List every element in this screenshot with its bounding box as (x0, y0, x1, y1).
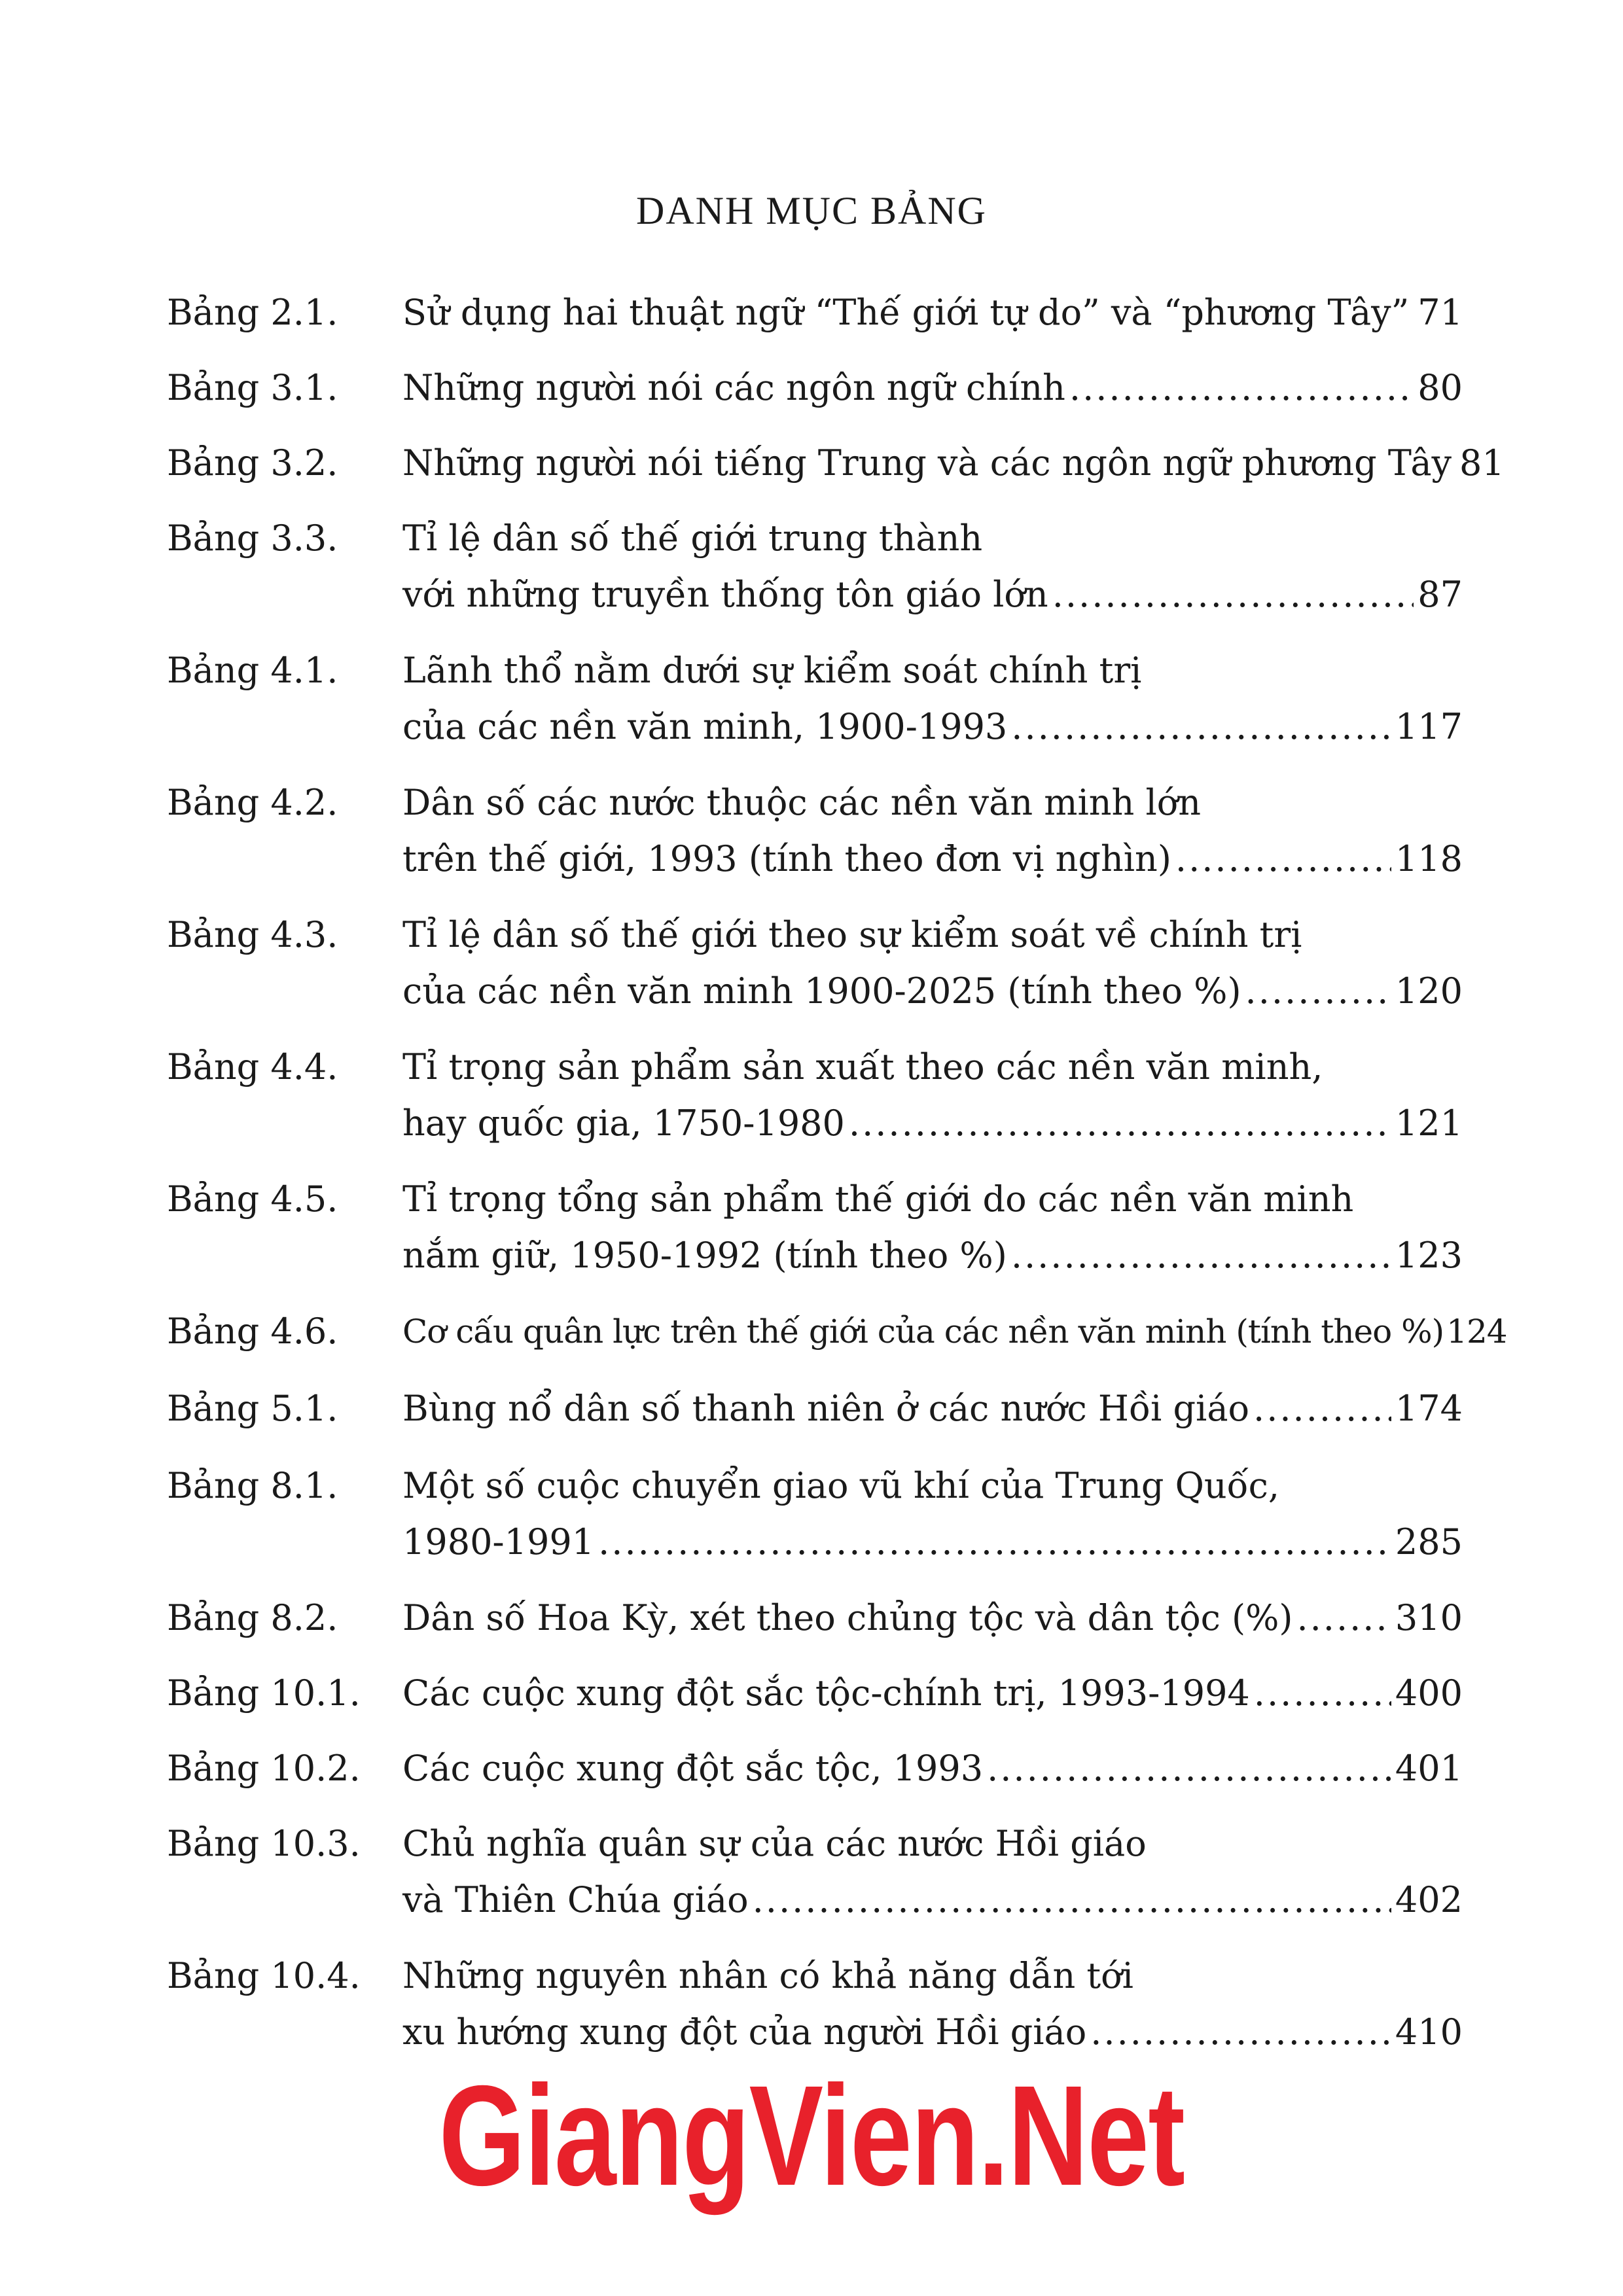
table-title: Cơ cấu quân lực trên thế giới của các nền văn minh (tính theo %) (402, 1313, 1444, 1351)
table-title: Những người nói các ngôn ngữ chính (402, 367, 1065, 408)
page-number: 87 (1418, 574, 1463, 615)
dot-leader (753, 1872, 1391, 1928)
page-number: 121 (1395, 1103, 1463, 1144)
table-entry-body (402, 1171, 1463, 1284)
table-entry-body (402, 435, 1505, 491)
table-title-line: Tỉ lệ dân số thế giới theo sự kiểm soát về chính trị (402, 914, 1302, 955)
table-entry-body (402, 1381, 1463, 1437)
table-number: Bảng 8.2. (167, 1597, 338, 1638)
table-number: Bảng 10.4. (167, 1955, 361, 1996)
page-number: 400 (1395, 1672, 1463, 1714)
table-entry-body (402, 510, 1463, 623)
table-title-line: Những nguyên nhân có khả năng dẫn tới (402, 1955, 1133, 1996)
table-number: Bảng 3.3. (167, 518, 338, 559)
dot-leader (1175, 831, 1391, 887)
page-number: 401 (1395, 1748, 1463, 1789)
table-number: Bảng 10.2. (167, 1748, 361, 1789)
entry-last-line (402, 435, 1505, 491)
page-number: 81 (1459, 442, 1505, 484)
table-number: Bảng 2.1. (167, 292, 338, 333)
table-number: Bảng 10.1. (167, 1672, 361, 1714)
dot-leader (1413, 285, 1414, 341)
dot-leader (1052, 567, 1414, 623)
table-title: của các nền văn minh 1900-2025 (tính theo %) (402, 970, 1241, 1012)
table-number: Bảng 4.3. (167, 914, 338, 955)
table-entry-body (402, 1740, 1463, 1797)
entry-last-line (402, 567, 1463, 623)
table-number: Bảng 4.1. (167, 650, 338, 691)
table-title-line: Dân số các nước thuộc các nền văn minh lớn (402, 782, 1202, 823)
entry-last-line (402, 1740, 1463, 1797)
table-number: Bảng 4.2. (167, 782, 338, 823)
entry-last-line (402, 1095, 1463, 1152)
page-number: 124 (1446, 1313, 1507, 1351)
table-entry-body (402, 643, 1463, 755)
dot-leader (1069, 360, 1414, 416)
entry-last-line (402, 963, 1463, 1019)
page-number: 410 (1395, 2011, 1463, 2053)
entry-last-line (402, 699, 1463, 755)
dot-leader (1090, 2004, 1391, 2060)
table-title-line: Chủ nghĩa quân sự của các nước Hồi giáo (402, 1823, 1147, 1864)
table-entry-body (402, 1039, 1463, 1152)
entry-last-line (402, 1590, 1463, 1646)
table-entry-body (402, 1458, 1463, 1570)
table-number: Bảng 4.4. (167, 1046, 338, 1087)
page-number: 285 (1395, 1521, 1463, 1563)
table-title: xu hướng xung đột của người Hồi giáo (402, 2011, 1087, 2053)
table-entry-body (402, 1816, 1463, 1928)
dot-leader (849, 1095, 1391, 1152)
page-number: 80 (1418, 367, 1463, 408)
table-title: Những người nói tiếng Trung và các ngôn ngữ phương Tây (402, 442, 1452, 484)
table-number: Bảng 8.1. (167, 1465, 338, 1506)
table-title: của các nền văn minh, 1900-1993 (402, 706, 1008, 747)
table-entry-body (402, 775, 1463, 887)
table-entry-body (402, 907, 1463, 1019)
table-title: Các cuộc xung đột sắc tộc-chính trị, 1993-1994 (402, 1672, 1250, 1714)
table-number: Bảng 3.2. (167, 442, 338, 484)
page-number: 120 (1395, 970, 1463, 1012)
watermark-logo: GiangVien.Net (438, 2057, 1185, 2216)
page-number: 310 (1395, 1597, 1463, 1638)
table-number: Bảng 10.3. (167, 1823, 361, 1864)
entry-last-line (402, 1665, 1463, 1722)
page-number: 402 (1395, 1879, 1463, 1920)
entry-last-line (402, 1381, 1463, 1437)
table-number: Bảng 5.1. (167, 1388, 338, 1429)
table-title: Dân số Hoa Kỳ, xét theo chủng tộc và dân tộc (%) (402, 1597, 1293, 1638)
table-title: nắm giữ, 1950-1992 (tính theo %) (402, 1235, 1007, 1276)
dot-leader (1253, 1381, 1391, 1437)
table-title: hay quốc gia, 1750-1980 (402, 1103, 845, 1144)
entry-last-line (402, 1514, 1463, 1570)
page-number: 174 (1395, 1388, 1463, 1429)
table-title: trên thế giới, 1993 (tính theo đơn vị nghìn) (402, 838, 1171, 879)
table-title: 1980-1991 (402, 1521, 595, 1563)
table-entry-body (402, 360, 1463, 416)
entry-last-line (402, 1227, 1463, 1284)
entry-last-line (402, 2004, 1463, 2060)
table-number: Bảng 4.5. (167, 1178, 338, 1220)
table-title: Bùng nổ dân số thanh niên ở các nước Hồi giáo (402, 1388, 1250, 1429)
dot-leader (1011, 1227, 1391, 1284)
table-entry-body (402, 1590, 1463, 1646)
table-number: Bảng 3.1. (167, 367, 338, 408)
entry-last-line (402, 1872, 1463, 1928)
table-title: Sử dụng hai thuật ngữ “Thế giới tự do” và “phương Tây” (402, 292, 1410, 333)
dot-leader (1245, 963, 1391, 1019)
dot-leader (1011, 699, 1391, 755)
table-title: và Thiên Chúa giáo (402, 1879, 749, 1920)
page-number: 71 (1418, 292, 1463, 333)
table-number: Bảng 4.6. (167, 1311, 338, 1352)
table-entry-body (402, 1665, 1463, 1722)
table-title: với những truyền thống tôn giáo lớn (402, 574, 1048, 615)
page-number: 123 (1395, 1235, 1463, 1276)
page-number: 117 (1395, 706, 1463, 747)
entry-last-line (402, 360, 1463, 416)
page-title: DANH MỤC BẢNG (635, 189, 988, 232)
entry-last-line (402, 1303, 1507, 1360)
page-number: 118 (1395, 838, 1463, 879)
dot-leader (987, 1740, 1391, 1797)
table-title-line: Một số cuộc chuyển giao vũ khí của Trung Quốc, (402, 1465, 1280, 1506)
table-title-line: Tỉ lệ dân số thế giới trung thành (402, 518, 983, 559)
entry-last-line (402, 831, 1463, 887)
table-entry-body (402, 285, 1463, 341)
dot-leader (1254, 1665, 1391, 1722)
table-title-line: Lãnh thổ nằm dưới sự kiểm soát chính trị (402, 650, 1142, 691)
dot-leader (598, 1514, 1391, 1570)
table-title-line: Tỉ trọng tổng sản phẩm thế giới do các nền văn minh (402, 1178, 1354, 1220)
table-title: Các cuộc xung đột sắc tộc, 1993 (402, 1748, 984, 1789)
table-entry-body (402, 1948, 1463, 2060)
table-title-line: Tỉ trọng sản phẩm sản xuất theo các nền văn minh, (402, 1046, 1323, 1087)
table-entry-body (402, 1303, 1507, 1360)
entry-last-line (402, 285, 1463, 341)
dot-leader (1296, 1590, 1391, 1646)
